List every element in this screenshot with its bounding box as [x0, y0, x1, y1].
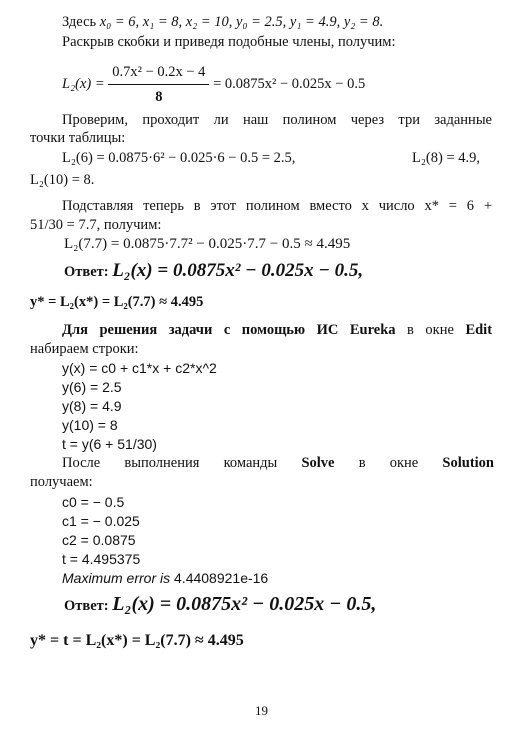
formula-rhs: = 0.0875x² − 0.025x − 0.5: [213, 75, 366, 92]
answer-1: [64, 262, 363, 281]
code-line: y(8) = 4.9: [62, 398, 122, 414]
answer-1-formula: L₂(x) = 0.0875x² − 0.025x − 0.5,: [112, 260, 364, 281]
answer-1-label: Ответ:: [64, 264, 109, 280]
max-error-value: 4.4408921e-16: [174, 570, 269, 586]
page-number: 19: [255, 703, 268, 718]
eureka-rest-text: в окне: [407, 322, 454, 338]
eureka-line-1: [62, 322, 492, 339]
max-error-label: Maximum error is: [62, 570, 171, 586]
expand-text: Раскрыв скобки и приведя подобные члены, получим:: [62, 34, 396, 50]
after-solve-before: После выполнения команды: [62, 455, 278, 471]
eureka-line-2: набираем строки:: [30, 341, 139, 357]
check-eq-3: L₂(10) = 8.: [30, 172, 95, 188]
code-line: t = y(6 + 51/30): [62, 436, 157, 452]
solve-word: Solve: [301, 455, 335, 471]
after-solve-line-2: получаем:: [30, 474, 93, 490]
substitute-eq: L₂(7.7) = 0.0875·7.7² − 0.025·7.7 − 0.5 ≈ 4.495: [64, 236, 351, 252]
answer-2-label: Ответ:: [64, 598, 109, 614]
answer-2-formula: L₂(x) = 0.0875x² − 0.025x − 0.5,: [112, 593, 377, 615]
formula-main: [62, 62, 365, 107]
zdes-word: Здесь: [62, 14, 97, 30]
answer-2-line-2: y* = t = L₂(x*) = L₂(7.7) ≈ 4.495: [30, 632, 244, 649]
fraction-denominator: 8: [155, 89, 163, 105]
answer-1-line-2: y* = L₂(x*) = L₂(7.7) ≈ 4.495: [30, 294, 204, 310]
answer-2: [64, 593, 377, 615]
check-line-1: Проверим, проходит ли наш полином через три заданные: [62, 112, 492, 128]
code-line: y(10) = 8: [62, 417, 118, 433]
fraction-numerator: 0.7x² − 0.2x − 4: [108, 62, 209, 85]
check-eq-1: L₂(6) = 0.0875·6² − 0.025·6 − 0.5 = 2.5,: [62, 150, 296, 166]
node-values: x₀ = 6, x₁ = 8, x₂ = 10, y₀ = 2.5, y₁ = 4.9, y₂ = 8.: [99, 14, 384, 30]
fraction: [108, 62, 209, 107]
check-eq-2: L₂(8) = 4.9,: [412, 150, 480, 166]
after-solve-middle: в окне: [358, 455, 419, 471]
result-line: c1 = − 0.025: [62, 513, 140, 529]
result-line: c2 = 0.0875: [62, 532, 136, 548]
eureka-bold-text: Для решения задачи с помощью ИС Eureka: [62, 322, 396, 338]
result-line: t = 4.495375: [62, 551, 141, 567]
solution-word: Solution: [442, 455, 494, 471]
code-line: y(6) = 2.5: [62, 379, 122, 395]
after-solve-line-1: [62, 455, 494, 472]
edit-word: Edit: [465, 322, 493, 338]
substitute-line-1: Подставляя теперь в этот полином вместо x число x* = 6 +: [62, 198, 492, 214]
max-error-line: [62, 570, 268, 587]
result-line: c0 = − 0.5: [62, 494, 125, 510]
intro-line: [62, 14, 383, 31]
code-line: y(x) = c0 + c1*x + c2*x^2: [62, 360, 217, 376]
check-line-2: точки таблицы:: [30, 130, 126, 146]
substitute-line-2: 51/30 = 7.7, получим:: [30, 217, 162, 233]
formula-lhs: L₂(x) =: [62, 75, 105, 92]
